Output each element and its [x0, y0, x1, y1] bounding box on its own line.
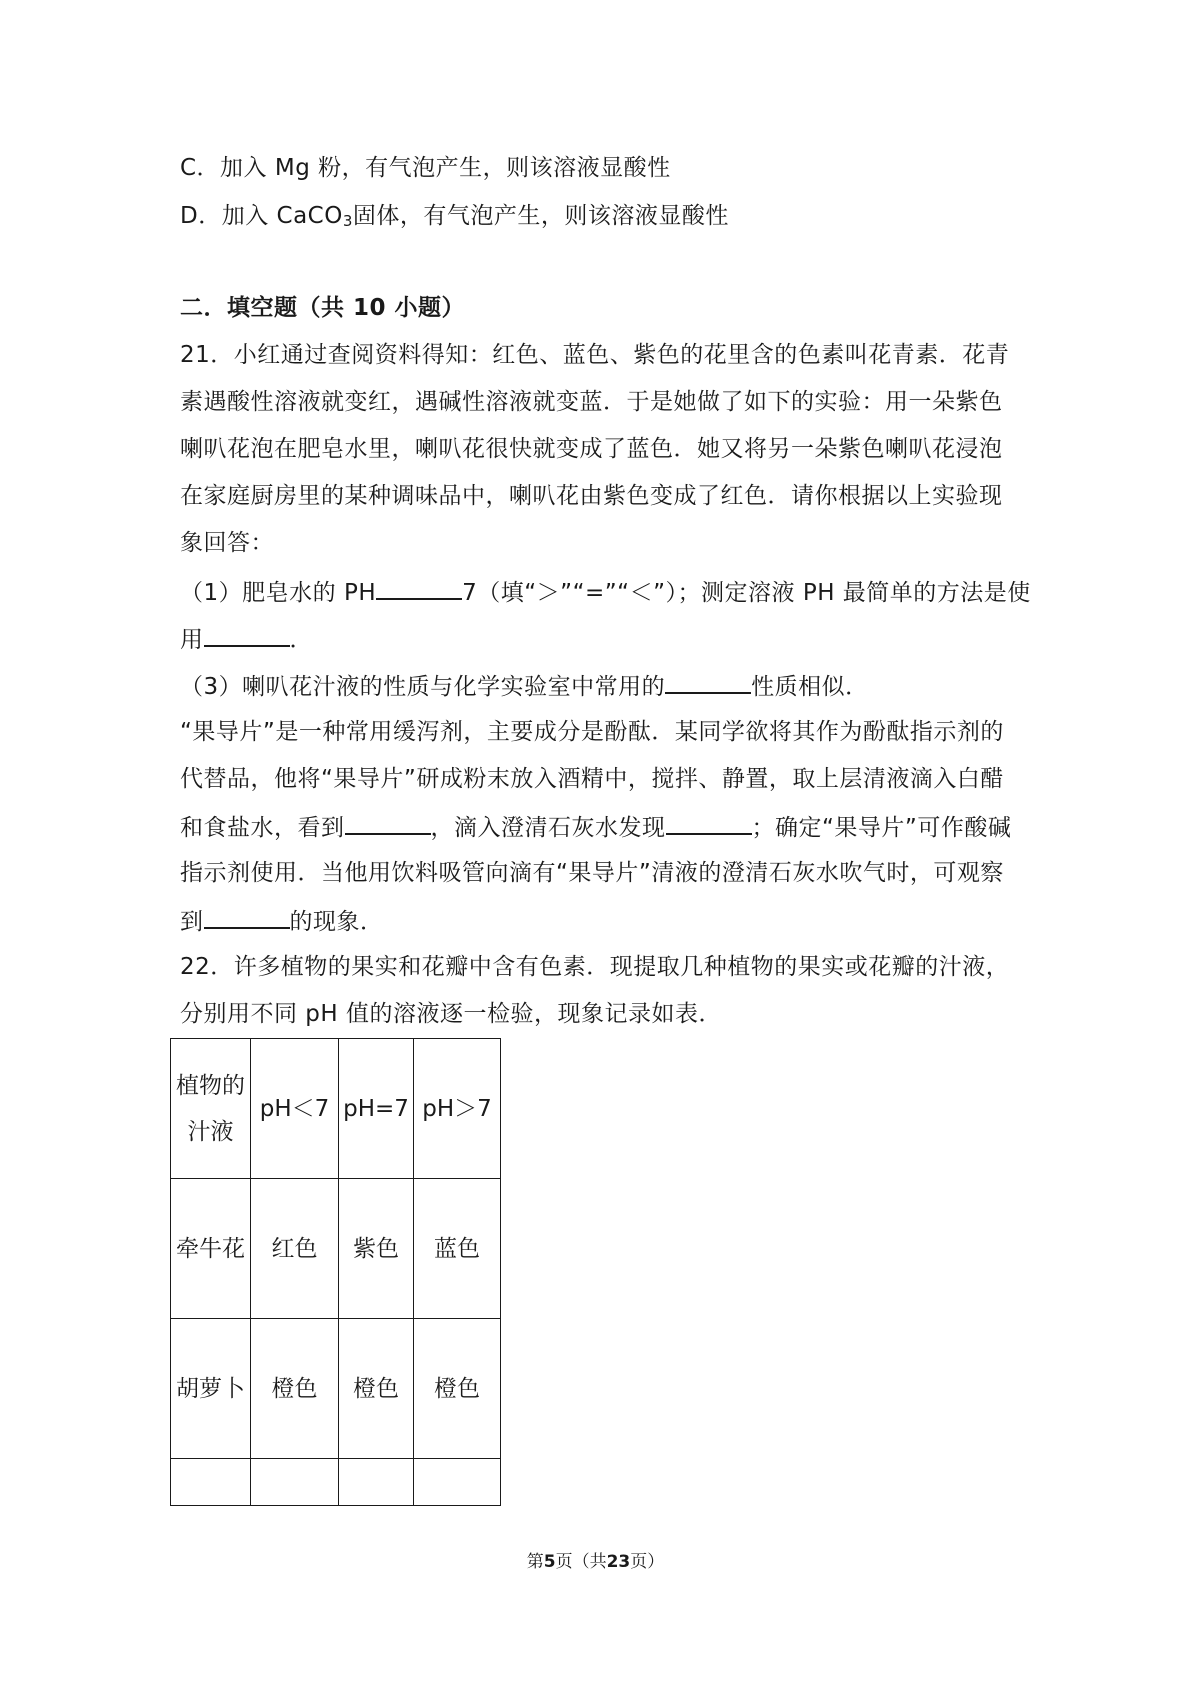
- guodao-line-4: 指示剂使用．当他用饮料吸管向滴有“果导片”清液的澄清石灰水吹气时，可观察: [180, 860, 1004, 886]
- q21-line-3: 喇叭花泡在肥皂水里，喇叭花很快就变成了蓝色．她又将另一朵紫色喇叭花浸泡: [180, 436, 1003, 462]
- table-header-cell: 植物的汁液: [171, 1039, 251, 1179]
- table-cell: 紫色: [339, 1179, 414, 1319]
- table-cell: 牵牛花: [171, 1179, 251, 1319]
- q21-part-1-cont: 用 ．: [180, 623, 1020, 655]
- guodao-line-1: “果导片”是一种常用缓泻剂，主要成分是酚酞．某同学欲将其作为酚酞指示剂的: [180, 719, 1004, 745]
- table-cell: 蓝色: [414, 1179, 501, 1319]
- q21-line-1: 21．小红通过查阅资料得知：红色、蓝色、紫色的花里含的色素叫花青素．花青: [180, 342, 1010, 368]
- guodao-line-3: 和食盐水，看到 ，滴入澄清石灰水发现 ；确定“果导片”可作酸碱: [180, 811, 1020, 843]
- table-header-cell: pH＞7: [414, 1039, 501, 1179]
- table-row: [171, 1319, 501, 1459]
- answer-blank[interactable]: [666, 811, 752, 835]
- page-total: 23: [606, 1552, 631, 1572]
- guodao-line-2: 代替品，他将“果导片”研成粉末放入酒精中，搅拌、静置，取上层清液滴入白醋: [180, 766, 1004, 792]
- q21-part-1: （1）肥皂水的 PH 7（填“＞”“=”“＜”）；测定溶液 PH 最简单的方法是使: [180, 576, 1020, 608]
- option-d-text: D．加入 CaCO: [180, 203, 343, 229]
- table-cell: 橙色: [414, 1319, 501, 1459]
- q21-part-3: （3）喇叭花汁液的性质与化学实验室中常用的 性质相似．: [180, 670, 1020, 702]
- answer-blank[interactable]: [204, 623, 290, 647]
- table-row: [171, 1179, 501, 1319]
- option-c: C．加入 Mg 粉，有气泡产生，则该溶液显酸性: [180, 155, 671, 181]
- answer-blank[interactable]: [376, 576, 462, 600]
- table-cell: [171, 1459, 251, 1506]
- table-header-row: [171, 1039, 501, 1179]
- section-heading: 二．填空题（共 10 小题）: [180, 295, 466, 321]
- table-cell: [339, 1459, 414, 1506]
- guodao-line-5: 到 的现象．: [180, 905, 1020, 937]
- table-header-cell: pH＜7: [251, 1039, 339, 1179]
- answer-blank[interactable]: [665, 670, 751, 694]
- table-cell: 胡萝卜: [171, 1319, 251, 1459]
- option-d: [180, 201, 1020, 236]
- table-header-cell: pH=7: [339, 1039, 414, 1179]
- answer-blank[interactable]: [345, 811, 431, 835]
- q21-line-4: 在家庭厨房里的某种调味品中，喇叭花由紫色变成了红色．请你根据以上实验现: [180, 483, 1003, 509]
- table-cell: 橙色: [251, 1319, 339, 1459]
- q22-line-1: 22．许多植物的果实和花瓣中含有色素．现提取几种植物的果实或花瓣的汁液，: [180, 954, 1010, 980]
- table-cell: [251, 1459, 339, 1506]
- ph-color-table: [170, 1038, 501, 1506]
- q22-line-2: 分别用不同 pH 值的溶液逐一检验，现象记录如表．: [180, 1001, 723, 1027]
- table-cell: 橙色: [339, 1319, 414, 1459]
- page-number: 5: [543, 1552, 556, 1572]
- table-cell: 红色: [251, 1179, 339, 1319]
- option-d-subscript: 3: [342, 212, 353, 230]
- answer-blank[interactable]: [204, 905, 290, 929]
- q21-line-5: 象回答：: [180, 530, 274, 556]
- q21-line-2: 素遇酸性溶液就变红，遇碱性溶液就变蓝．于是她做了如下的实验：用一朵紫色: [180, 389, 1003, 415]
- table-row: [171, 1459, 501, 1506]
- option-d-text-end: 固体，有气泡产生，则该溶液显酸性: [352, 203, 729, 229]
- page-footer: 第5页（共23页）: [526, 1552, 665, 1572]
- table-cell: [414, 1459, 501, 1506]
